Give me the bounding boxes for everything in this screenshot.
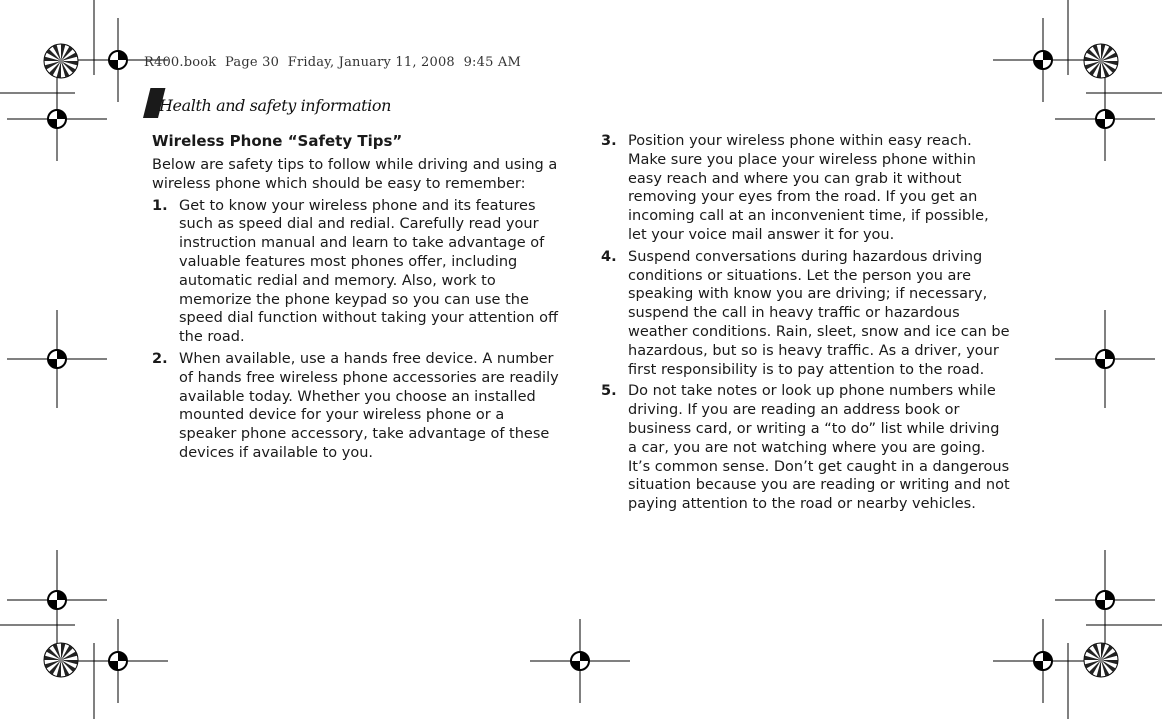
registration-mark [1055,317,1155,401]
tip-text: Suspend conversations during hazardous driving conditions or situations. Let the person you are speaking with know you are driving; if necessary, suspend the call in heavy traffic or hazardous weather conditions. Rain, sleet, snow and ice can be hazardous, but so is heavy traffic. As a driver, your first responsibility is to pay attention to the road. [628,248,1010,378]
tip-number: 2. [152,350,168,367]
tip-text: Do not take notes or look up phone numbers while driving. If you are reading an address book or business card, or writing a “to do” list while driving a car, you are not watching where you are going. It’s common sense. Don’t get caught in a dangerous situation because you are reading or writing and not paying attention to the road or nearby vehicles. [628,383,1010,513]
tip-number: 4. [601,248,617,265]
color-wheel-mark [1084,44,1118,78]
tip-item [601,132,1011,245]
registration-mark [1055,77,1155,161]
registration-mark [68,619,168,703]
tip-number: 5. [601,383,617,400]
registration-mark [7,558,107,642]
tip-item [601,248,1011,380]
tip-item [152,197,562,347]
tip-text: When available, use a hands free device. A number of hands free wireless phone accessories are readily available today. Whether you choose an installed mounted device for your wireless phone or a speaker phone accessory, take advantage of these devices if available to you. [179,350,559,461]
registration-mark [7,317,107,401]
registration-mark [7,77,107,161]
tip-number: 3. [601,133,617,149]
intro-paragraph: Below are safety tips to follow while driving and using a wireless phone which should be easy to remember: [152,157,558,192]
tip-text: Position your wireless phone within easy reach. Make sure you place your wireless phone within easy reach and where you can grab it without removing your eyes from the road. If you get an incoming call at an inconvenient time, if possible, let your voice mail answer it for you. [628,133,989,243]
tip-text: Get to know your wireless phone and its features such as speed dial and redial. Carefully read your instruction manual and learn to take advantage of valuable features most phones offer, including automatic redial and memory. Also, work to memorize the phone keypad so you can use the speed dial function without taking your attention off the road. [179,197,558,346]
color-wheel-mark [44,44,78,78]
section-title: Health and safety information [159,96,391,115]
registration-mark [993,619,1093,703]
color-wheel-mark [44,643,78,677]
registration-mark [1055,558,1155,642]
registration-mark [530,619,630,703]
registration-mark [993,18,1093,102]
tip-number: 1. [152,197,168,214]
left-column [152,131,562,463]
color-wheel-mark [1084,643,1118,677]
right-column [601,132,1011,514]
tip-item [601,382,1011,514]
page-heading: Wireless Phone “Safety Tips” [152,132,403,150]
print-slug: R400.book Page 30 Friday, January 11, 2008 9:45 AM [144,55,521,70]
tip-item [152,350,562,463]
